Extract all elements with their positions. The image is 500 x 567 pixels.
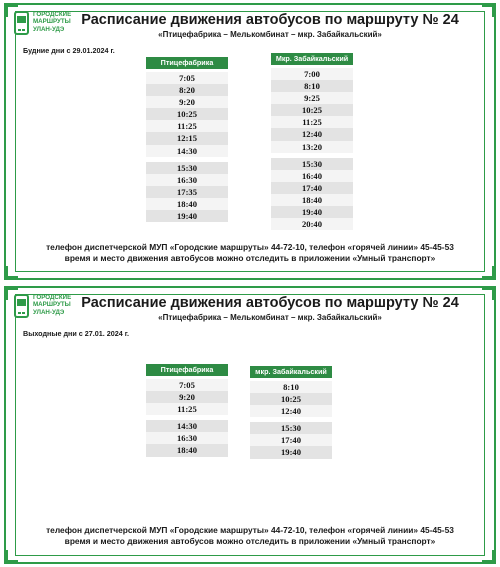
logo-line: МАРШРУТЫ <box>33 301 71 309</box>
departure-time: 20:40 <box>271 218 353 230</box>
departure-time: 14:30 <box>146 145 228 157</box>
departure-time: 9:25 <box>271 92 353 104</box>
departure-time: 7:05 <box>146 379 228 391</box>
route-subtitle: «Птицефабрика – Мелькомбинат – мкр. Забайкальский» <box>158 30 382 39</box>
departure-time: 8:10 <box>271 80 353 92</box>
logo-line: ГОРОДСКИЕ <box>33 11 72 18</box>
days-label: Будние дни с 29.01.2024 г. <box>23 46 115 55</box>
days-label: Выходные дни с 27.01. 2024 г. <box>23 329 130 338</box>
schedule-title: Расписание движения автобусов по маршруту № 24 <box>81 12 459 28</box>
departure-column-zabaikalsky <box>250 366 332 459</box>
departure-time: 10:25 <box>146 108 228 120</box>
departure-time: 7:00 <box>271 68 353 80</box>
weekday-schedule-panel <box>0 0 500 283</box>
departure-time: 12:40 <box>250 405 332 417</box>
weekend-schedule-panel <box>0 283 500 567</box>
departure-time: 17:40 <box>250 434 332 446</box>
departure-time: 12:40 <box>271 128 353 140</box>
departure-time: 18:40 <box>271 194 353 206</box>
departure-time: 16:30 <box>146 174 228 186</box>
departure-time: 11:25 <box>271 116 353 128</box>
departure-time: 13:20 <box>271 141 353 153</box>
column-header: Птицефабрика <box>146 57 228 69</box>
logo-line: УЛАН-УДЭ <box>33 308 65 316</box>
departure-time: 18:40 <box>146 444 228 456</box>
departure-time: 11:25 <box>146 403 228 415</box>
schedule-title: Расписание движения автобусов по маршруту № 24 <box>81 295 459 311</box>
departure-time: 17:35 <box>146 186 228 198</box>
departure-time: 16:40 <box>271 170 353 182</box>
departure-time: 16:30 <box>146 432 228 444</box>
times-list <box>271 68 353 230</box>
departure-time: 11:25 <box>146 120 228 132</box>
column-header: мкр. Забайкальский <box>250 366 332 378</box>
panel-frame <box>4 3 496 280</box>
logo-line: МАРШРУТЫ <box>33 18 71 26</box>
logo-line: ГОРОДСКИЕ <box>33 294 72 301</box>
departure-time: 19:40 <box>271 206 353 218</box>
times-list <box>146 72 228 222</box>
departure-time: 8:10 <box>250 381 332 393</box>
contact-info <box>0 525 500 547</box>
departure-time: 9:20 <box>146 391 228 403</box>
departure-time: 12:15 <box>146 132 228 144</box>
departure-time: 7:05 <box>146 72 228 84</box>
departure-time: 15:30 <box>250 422 332 434</box>
logo-line: УЛАН-УДЭ <box>33 25 65 33</box>
departure-time: 15:30 <box>271 158 353 170</box>
departure-column-ptitsefabrika <box>146 57 228 222</box>
dispatcher-phone-line: телефон диспетчерской МУП «Городские маршруты» 44-72-10, телефон «горячей линии» 45-45-53 <box>46 242 454 252</box>
departure-time: 15:30 <box>146 162 228 174</box>
contact-info <box>0 242 500 264</box>
departure-time: 19:40 <box>146 210 228 222</box>
column-header: Птицефабрика <box>146 364 228 376</box>
departure-time: 10:25 <box>250 393 332 405</box>
times-list <box>250 381 332 459</box>
departure-time: 9:20 <box>146 96 228 108</box>
departure-time: 17:40 <box>271 182 353 194</box>
column-header: Мкр. Забайкальский <box>271 53 353 65</box>
times-list <box>146 379 228 457</box>
departure-column-zabaikalsky <box>271 53 353 230</box>
departure-column-ptitsefabrika <box>146 364 228 457</box>
departure-time: 18:40 <box>146 198 228 210</box>
tracking-app-line: время и место движения автобусов можно отследить в приложении «Умный транспорт» <box>64 253 436 263</box>
departure-time: 8:20 <box>146 84 228 96</box>
route-subtitle: «Птицефабрика – Мелькомбинат – мкр. Забайкальский» <box>158 313 382 322</box>
departure-time: 19:40 <box>250 446 332 458</box>
departure-time: 10:25 <box>271 104 353 116</box>
dispatcher-phone-line: телефон диспетчерской МУП «Городские маршруты» 44-72-10, телефон «горячей линии» 45-45-53 <box>46 525 454 535</box>
departure-time: 14:30 <box>146 420 228 432</box>
tracking-app-line: время и место движения автобусов можно отследить в приложении «Умный транспорт» <box>64 536 436 546</box>
